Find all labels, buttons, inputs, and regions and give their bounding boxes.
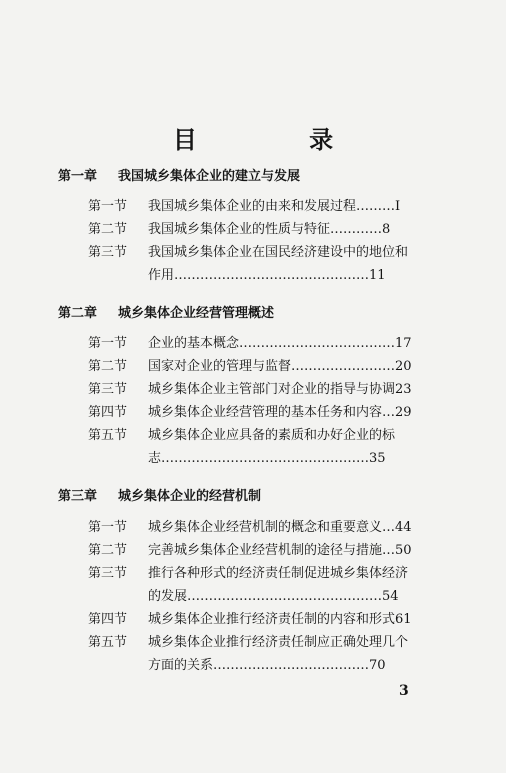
section-title: 国家对企业的管理与监督……………………20	[148, 359, 412, 374]
toc-entry	[88, 608, 506, 627]
toc-entry-continuation: 的发展………………………………………54	[148, 589, 399, 604]
chapter-2-heading	[58, 302, 274, 321]
toc-entry	[88, 516, 506, 535]
toc-entry	[88, 355, 506, 374]
section-number: 第四节	[88, 612, 128, 627]
toc-entry	[88, 424, 506, 443]
section-title: 企业的基本概念………………………………17	[148, 336, 412, 351]
section-title: 我国城乡集体企业的由来和发展过程………Ⅰ	[148, 199, 401, 214]
section-number: 第三节	[88, 566, 128, 581]
chapter-3-heading	[58, 485, 261, 504]
section-number: 第五节	[88, 428, 128, 443]
toc-entry	[88, 195, 506, 214]
section-number: 第三节	[88, 382, 128, 397]
section-title: 城乡集体企业推行经济责任制的内容和形式61	[148, 612, 412, 627]
section-number: 第二节	[88, 359, 128, 374]
section-title: 推行各种形式的经济责任制促进城乡集体经济	[148, 566, 409, 581]
chapter-title: 城乡集体企业经营管理概述	[118, 306, 275, 321]
section-title: 城乡集体企业推行经济责任制应正确处理几个	[148, 635, 409, 650]
section-number: 第一节	[88, 199, 128, 214]
section-title: 城乡集体企业经营机制的概念和重要意义…44	[148, 520, 412, 535]
chapter-number: 第三章	[58, 489, 98, 504]
toc-entry	[88, 631, 506, 650]
section-number: 第三节	[88, 245, 128, 260]
chapter-1-heading	[58, 165, 300, 184]
section-number: 第二节	[88, 222, 128, 237]
section-title: 城乡集体企业经营管理的基本任务和内容…29	[148, 405, 412, 420]
page-title: 目 录	[172, 125, 386, 154]
section-title: 我国城乡集体企业在国民经济建设中的地位和	[148, 245, 409, 260]
section-title: 城乡集体企业主管部门对企业的指导与协调23	[148, 382, 412, 397]
toc-entry	[88, 378, 506, 397]
section-number: 第一节	[88, 336, 128, 351]
toc-entry-continuation: 志…………………………………………35	[148, 451, 386, 466]
toc-entry-continuation: 作用………………………………………11	[148, 268, 386, 283]
section-title: 完善城乡集体企业经营机制的途径与措施…50	[148, 543, 412, 558]
section-number: 第一节	[88, 520, 128, 535]
toc-entry	[88, 401, 506, 420]
toc-entry	[88, 332, 506, 351]
toc-entry	[88, 241, 506, 260]
chapter-number: 第二章	[58, 306, 98, 321]
section-number: 第二节	[88, 543, 128, 558]
section-number: 第四节	[88, 405, 128, 420]
section-title: 我国城乡集体企业的性质与特征…………8	[148, 222, 391, 237]
toc-entry	[88, 562, 506, 581]
section-title: 城乡集体企业应具备的素质和办好企业的标	[148, 428, 396, 443]
toc-entry	[88, 539, 506, 558]
page-number: 3	[399, 683, 409, 699]
chapter-title: 我国城乡集体企业的建立与发展	[118, 169, 301, 184]
toc-entry	[88, 218, 506, 237]
section-number: 第五节	[88, 635, 128, 650]
chapter-title: 城乡集体企业的经营机制	[118, 489, 262, 504]
chapter-number: 第一章	[58, 169, 98, 184]
toc-entry-continuation: 方面的关系………………………………70	[148, 658, 386, 673]
